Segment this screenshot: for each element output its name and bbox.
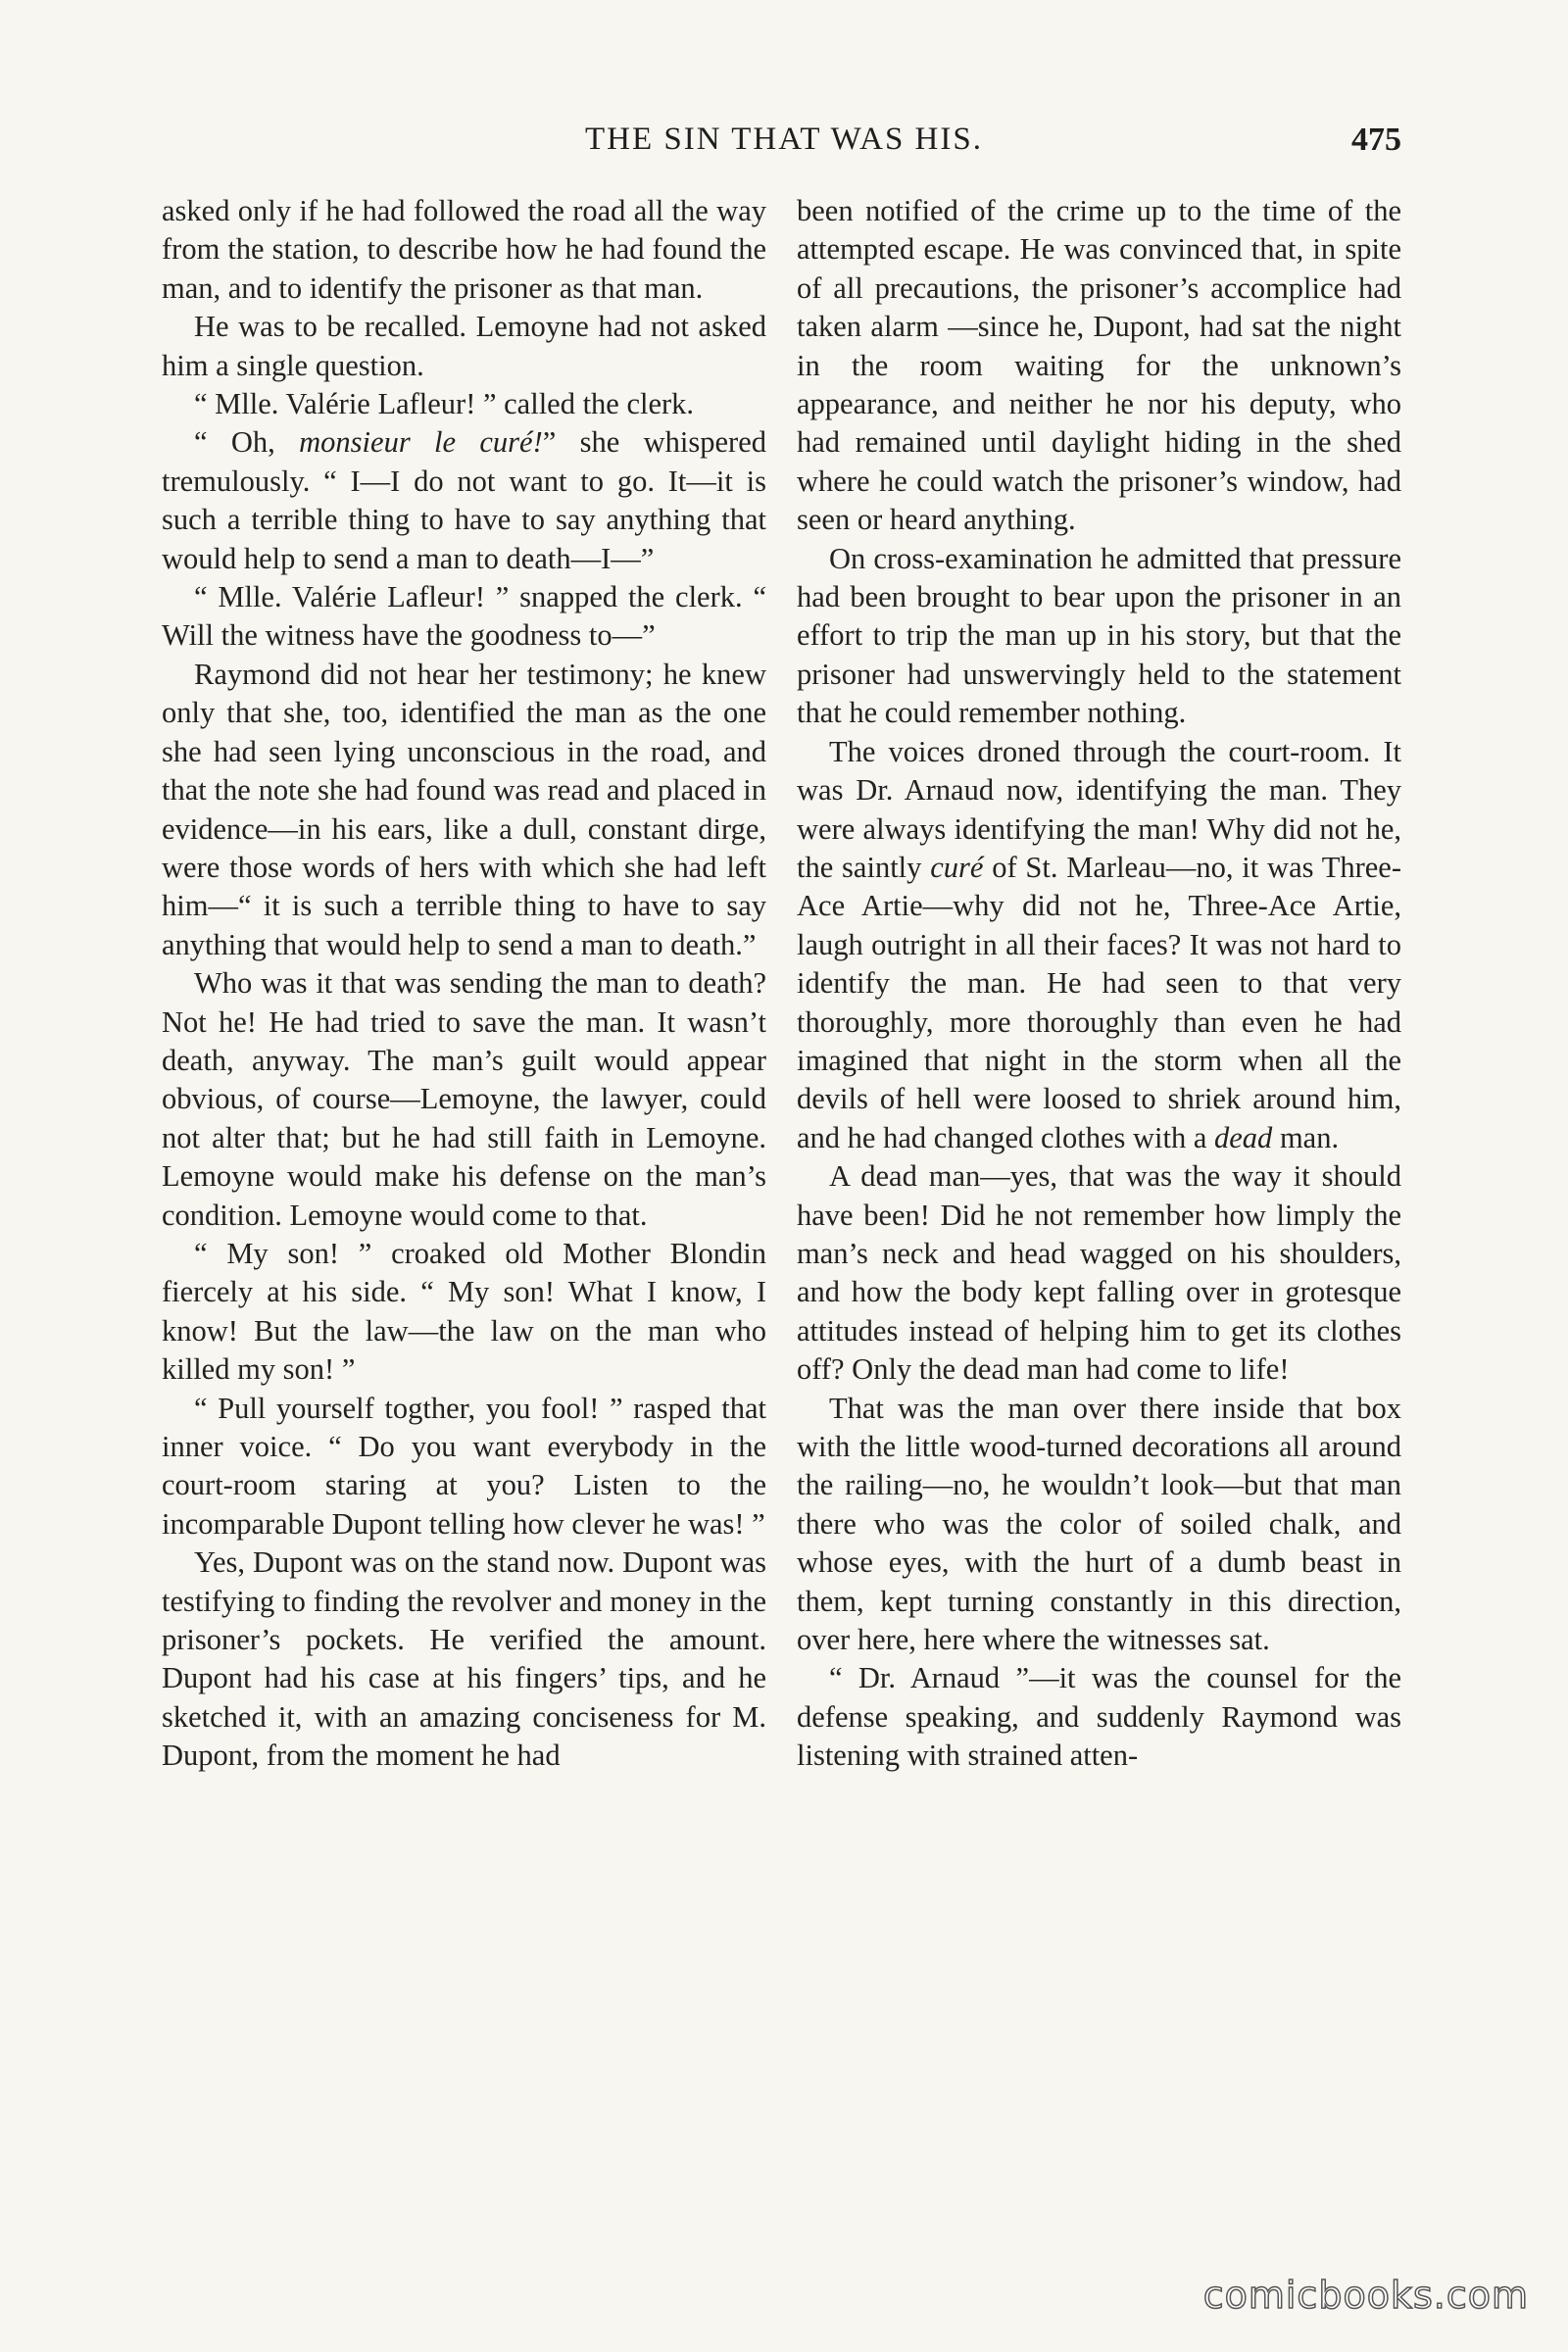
italic-text: monsieur le curé!: [299, 425, 543, 460]
paragraph: [162, 423, 766, 578]
paragraph-text: “ Mlle. Valérie Lafleur! ” snapped the clerk. “ Will the witness have the goodness to—”: [162, 580, 766, 653]
running-title: THE SIN THAT WAS HIS.: [585, 122, 983, 157]
paragraph: [797, 540, 1401, 733]
paragraph-text: That was the man over there inside that box with the little wood-turned decorations all around the railing—no, he wouldn’t look—but that man there who was the color of soiled chalk, and whose eyes, with the hurt of a dumb beast in them, kept turning constantly in this direction, over here, here where the witnesses sat.: [797, 1391, 1401, 1657]
paragraph-text: man.: [1272, 1120, 1340, 1154]
paragraph: [162, 964, 766, 1235]
paragraph: [797, 192, 1401, 540]
paragraph-text: “ My son! ” croaked old Mother Blondin fiercely at his side. “ My son! What I know, I know! But the law—the law on the man who killed my son! ”: [162, 1236, 766, 1387]
paragraph: [162, 656, 766, 964]
paragraph-text: been notified of the crime up to the time of the attempted escape. He was convinced that, in spite of all precautions, the prisoner’s accomplice had taken alarm —since he, Dupont, had sat the night in the room waiting for the unknown’s appearance, and neither he nor his deputy, who had remained until daylight hiding in the shed where he could watch the prisoner’s window, had seen or heard anything.: [797, 194, 1401, 537]
italic-text: curé: [930, 850, 984, 884]
paragraph-text: “ Dr. Arnaud ”—it was the counsel for the defense speaking, and suddenly Raymond was listening with strained atten-: [797, 1661, 1401, 1773]
paragraph-text: The voices droned through the court-room. It was Dr. Arnaud now, identifying the man. They were always identifying the man! Why did not he, the saintly: [797, 734, 1401, 884]
paragraph-text: “ Pull yourself togther, you fool! ” rasped that inner voice. “ Do you want everybody in the court-room staring at you? Listen to the incomparable Dupont telling how clever he was! ”: [162, 1391, 766, 1541]
paragraph: [797, 1390, 1401, 1660]
paragraph: [162, 1235, 766, 1390]
paragraph-text: ” she whispered tremulously. “ I—I do not want to go. It—it is such a terrible thing to have to say anything that would help to send a man to death—I—”: [162, 425, 766, 575]
paragraph: [162, 192, 766, 308]
page-header: [0, 122, 1568, 171]
paragraph-text: Raymond did not hear her testimony; he knew only that she, too, identified the man as the one she had seen lying unconscious in the road, and that the note she had found was read and placed in evidence—in his ears, like a dull, constant dirge, were those words of hers with which she had left him—“ it is such a terrible thing to have to say anything that would help to send a man to death.”: [162, 657, 766, 961]
page-number: 475: [1351, 122, 1401, 158]
paragraph: [797, 1659, 1401, 1775]
paragraph: [162, 578, 766, 656]
paragraph: [162, 1544, 766, 1775]
paragraph-text: He was to be recalled. Lemoyne had not asked him a single question.: [162, 310, 766, 382]
paragraph: [162, 1390, 766, 1544]
italic-text: dead: [1214, 1120, 1273, 1154]
paragraph: [162, 385, 766, 423]
paragraph: [797, 733, 1401, 1157]
paragraph-text: “ Oh,: [194, 425, 300, 460]
paragraph-text: On cross-examination he admitted that pressure had been brought to bear upon the prisoner in an effort to trip the man up in his story, but that the prisoner had unswervingly held to the statement that he could remember nothing.: [797, 541, 1401, 730]
right-column: [797, 192, 1401, 2128]
paragraph-text: Yes, Dupont was on the stand now. Dupont was testifying to finding the revolver and money in the prisoner’s pockets. He verified the amount. Dupont had his case at his fingers’ tips, and he sketched it, with an amazing conciseness for M. Dupont, from the moment he had: [162, 1545, 766, 1773]
paragraph-text: “ Mlle. Valérie Lafleur! ” called the clerk.: [194, 387, 695, 421]
paragraph-text: A dead man—yes, that was the way it should have been! Did he not remember how limply the man’s neck and head wagged on his shoulders, and how the body kept falling over in grotesque attitudes instead of helping him to get its clothes off? Only the dead man had come to life!: [797, 1159, 1401, 1387]
paragraph-text: asked only if he had followed the road all the way from the station, to describe how he had found the man, and to identify the prisoner as that man.: [162, 194, 766, 305]
paragraph: [162, 308, 766, 385]
paragraph-text: Who was it that was sending the man to death? Not he! He had tried to save the man. It wasn’t death, anyway. The man’s guilt would appear obvious, of course—Lemoyne, the lawyer, could not alter that; but he had still faith in Lemoyne. Lemoyne would make his defense on the man’s condition. Lemoyne would come to that.: [162, 966, 766, 1232]
paragraph-text: of St. Marleau—no, it was Three-Ace Artie—why did not he, Three-Ace Artie, laugh outright in all their faces? It was not hard to identify the man. He had seen to that very thoroughly, more thoroughly than even he had imagined that night in the storm when all the devils of hell were loosed to shriek around him, and he had changed clothes with a: [797, 850, 1401, 1154]
watermark: comicbooks.com: [1202, 2274, 1529, 2317]
left-column: [162, 192, 766, 2128]
paragraph: [797, 1157, 1401, 1389]
